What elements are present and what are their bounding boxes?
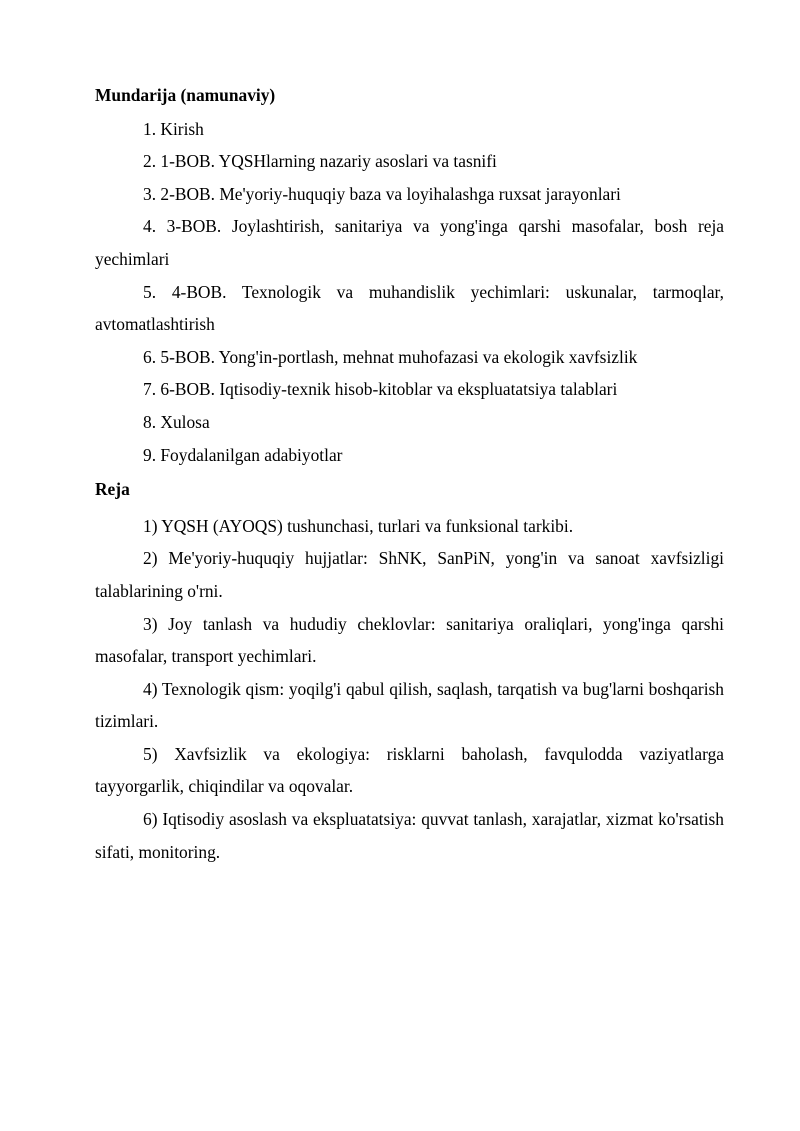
plan-item-6: 6) Iqtisodiy asoslash va ekspluatatsiya: quvvat tanlash, xarajatlar, xizmat ko'rsatish sifati, monitoring. (95, 809, 724, 862)
toc-heading: Mundarija (namunaviy) (95, 85, 276, 105)
plan-item-1: 1) YQSH (AYOQS) tushunchasi, turlari va funksional tarkibi. (143, 515, 574, 536)
document-body (95, 79, 724, 868)
toc-item-chapter-5: 6. 5-BOB. Yong'in-portlash, mehnat muhofazasi va ekologik xavfsizlik (143, 346, 638, 367)
toc-item-references: 9. Foydalanilgan adabiyotlar (143, 444, 343, 465)
plan-item-4: 4) Texnologik qism: yoqilg'i qabul qilish, saqlash, tarqatish va bug'larni boshqarish tizimlari. (95, 678, 724, 732)
toc-item-introduction: 1. Kirish (143, 118, 204, 139)
toc-item-chapter-3: 4. 3-BOB. Joylashtirish, sanitariya va yong'inga qarshi masofalar, bosh reja yechimlari (95, 216, 724, 269)
plan-item-3: 3) Joy tanlash va hududiy cheklovlar: sanitariya oraliqlari, yong'inga qarshi masofalar, transport yechimlari. (95, 613, 724, 667)
plan-list (95, 510, 724, 869)
plan-item-5: 5) Xavfsizlik va ekologiya: risklarni baholash, favqulodda vaziyatlarga tayyorgarlik, chiqindilar va oqovalar. (95, 743, 724, 797)
toc-item-chapter-1: 2. 1-BOB. YQSHlarning nazariy asoslari va tasnifi (143, 151, 497, 172)
toc-list (95, 113, 724, 472)
toc-item-chapter-6: 7. 6-BOB. Iqtisodiy-texnik hisob-kitoblar va ekspluatatsiya talablari (143, 379, 618, 400)
plan-heading: Reja (95, 479, 130, 500)
toc-item-chapter-2: 3. 2-BOB. Me'yoriy-huquqiy baza va loyihalashga ruxsat jarayonlari (143, 183, 621, 204)
plan-item-2: 2) Me'yoriy-huquqiy hujjatlar: ShNK, SanPiN, yong'in va sanoat xavfsizligi talablarining o'rni. (95, 548, 724, 601)
toc-item-chapter-4: 5. 4-BOB. Texnologik va muhandislik yechimlari: uskunalar, tarmoqlar, avtomatlashtirish (95, 281, 724, 335)
toc-item-conclusion: 8. Xulosa (143, 411, 210, 432)
